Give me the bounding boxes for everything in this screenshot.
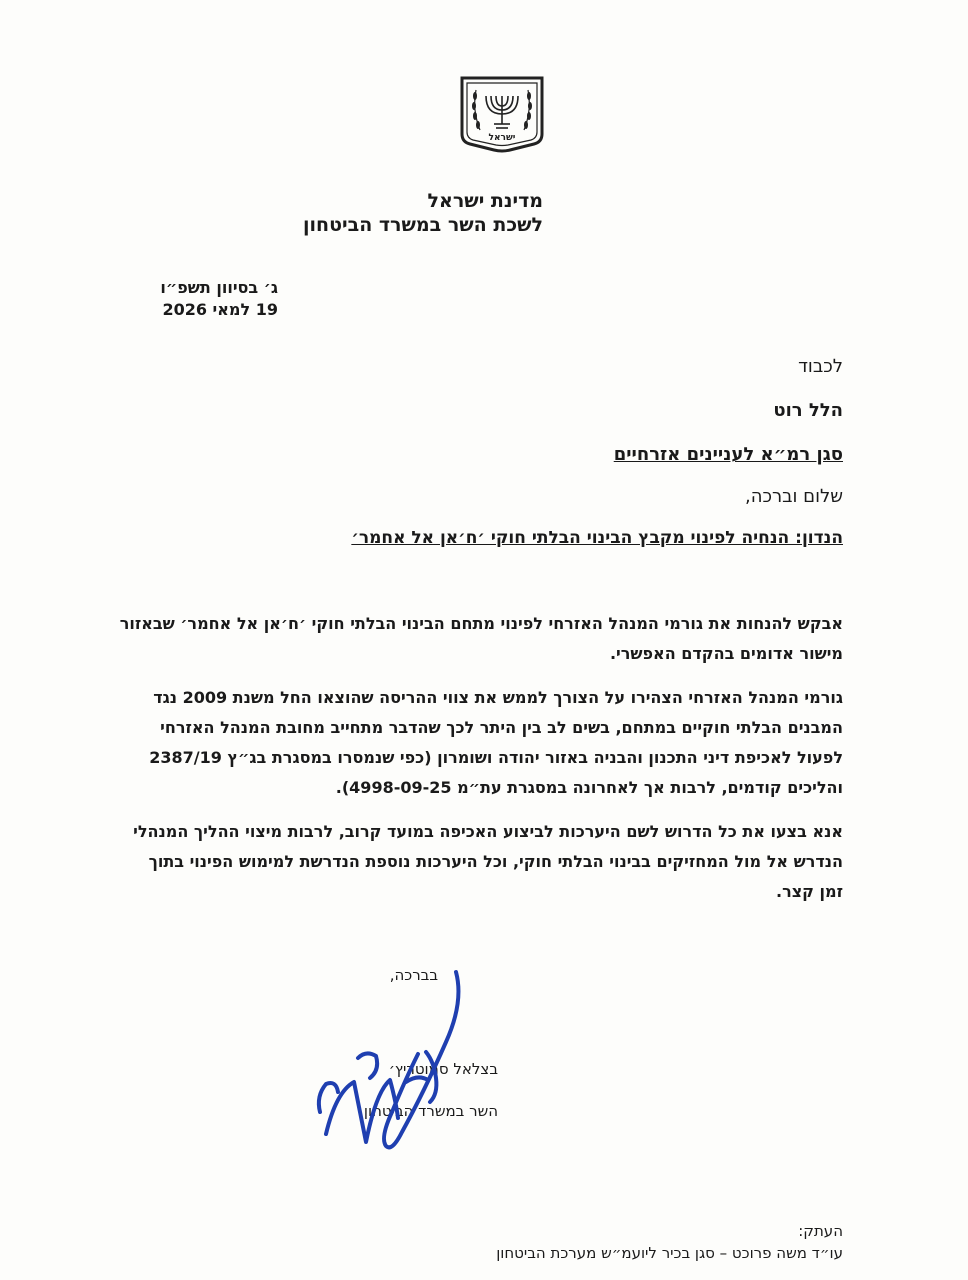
gregorian-date: 19 למאי 2026 xyxy=(162,300,278,319)
cc-recipient: עו״ד משה פרוכט – סגן בכיר ליועמ״ש מערכת הביטחון xyxy=(496,1244,843,1262)
to-salutation: לכבוד xyxy=(798,356,843,377)
subject-line: הנדון: הנחיה לפינוי מקבץ הבינוי הבלתי חוקי ׳ח׳אן אל אחמר׳ xyxy=(351,528,843,548)
signer-name: בצלאל סמוטריץ׳ xyxy=(388,1060,498,1078)
body-p3-line-3: זמן קצר. xyxy=(776,882,843,901)
body-p2-line-3: לפעול לאכיפת דיני התכנון והבניה באזור יהודה ושומרון (כפי שנמסרו במסגרת בג״ץ 2387/19 xyxy=(149,748,843,767)
office-name: לשכת השר במשרד הביטחון xyxy=(303,214,543,236)
signer-title: השר במשרד הביטחון xyxy=(363,1102,498,1120)
svg-text:ישראל: ישראל xyxy=(488,133,516,143)
body-p1-line-2: מישור אדומים בהקדם האפשרי. xyxy=(609,644,843,663)
addressee-name: הלל רוט xyxy=(773,400,843,421)
handwritten-signature xyxy=(306,962,506,1162)
body-p2-line-4: והליכים קודמים, לרבות אך לאחרונה במסגרת עת״מ 4998-09-25). xyxy=(335,778,843,797)
cc-label: העתק: xyxy=(798,1222,843,1240)
body-p2-line-1: גורמי המנהל האזרחי הצהירו על הצורך לממש את צווי ההריסה שהוצאו החל משנת 2009 נגד xyxy=(153,688,843,707)
body-p3-line-2: הנדרש אל מול המחזיקים בבינוי הבלתי חוקי, וכל היערכות נוספת הנדרשת למימוש הפינוי בתוך xyxy=(148,852,843,871)
closing-blessing: בברכה, xyxy=(389,966,438,984)
state-name: מדינת ישראל xyxy=(427,190,543,212)
body-p3-line-1: אנא בצעו את כל הדרוש לשם היערכות לביצוע האכיפה במועד קרוב, לרבות מיצוי ההליך המנהלי xyxy=(133,822,843,841)
greeting: שלום וברכה, xyxy=(744,486,843,507)
state-emblem-icon xyxy=(458,76,546,158)
body-p2-line-2: המבנים הבלתי חוקיים במתחם, בשים לב בין היתר לכך שהדבר מתחייב מחובת המנהל האזרחי xyxy=(160,718,843,737)
hebrew-date: ג׳ בסיוון תשפ״ו xyxy=(160,278,278,297)
body-p1-line-1: אבקש להנחות את גורמי המנהל האזרחי לפינוי מתחם הבינוי הבלתי חוקי ׳ח׳אן אל אחמר׳ שבאזור xyxy=(119,614,843,633)
addressee-title: סגן רמ״א לעניינים אזרחיים xyxy=(613,444,843,465)
